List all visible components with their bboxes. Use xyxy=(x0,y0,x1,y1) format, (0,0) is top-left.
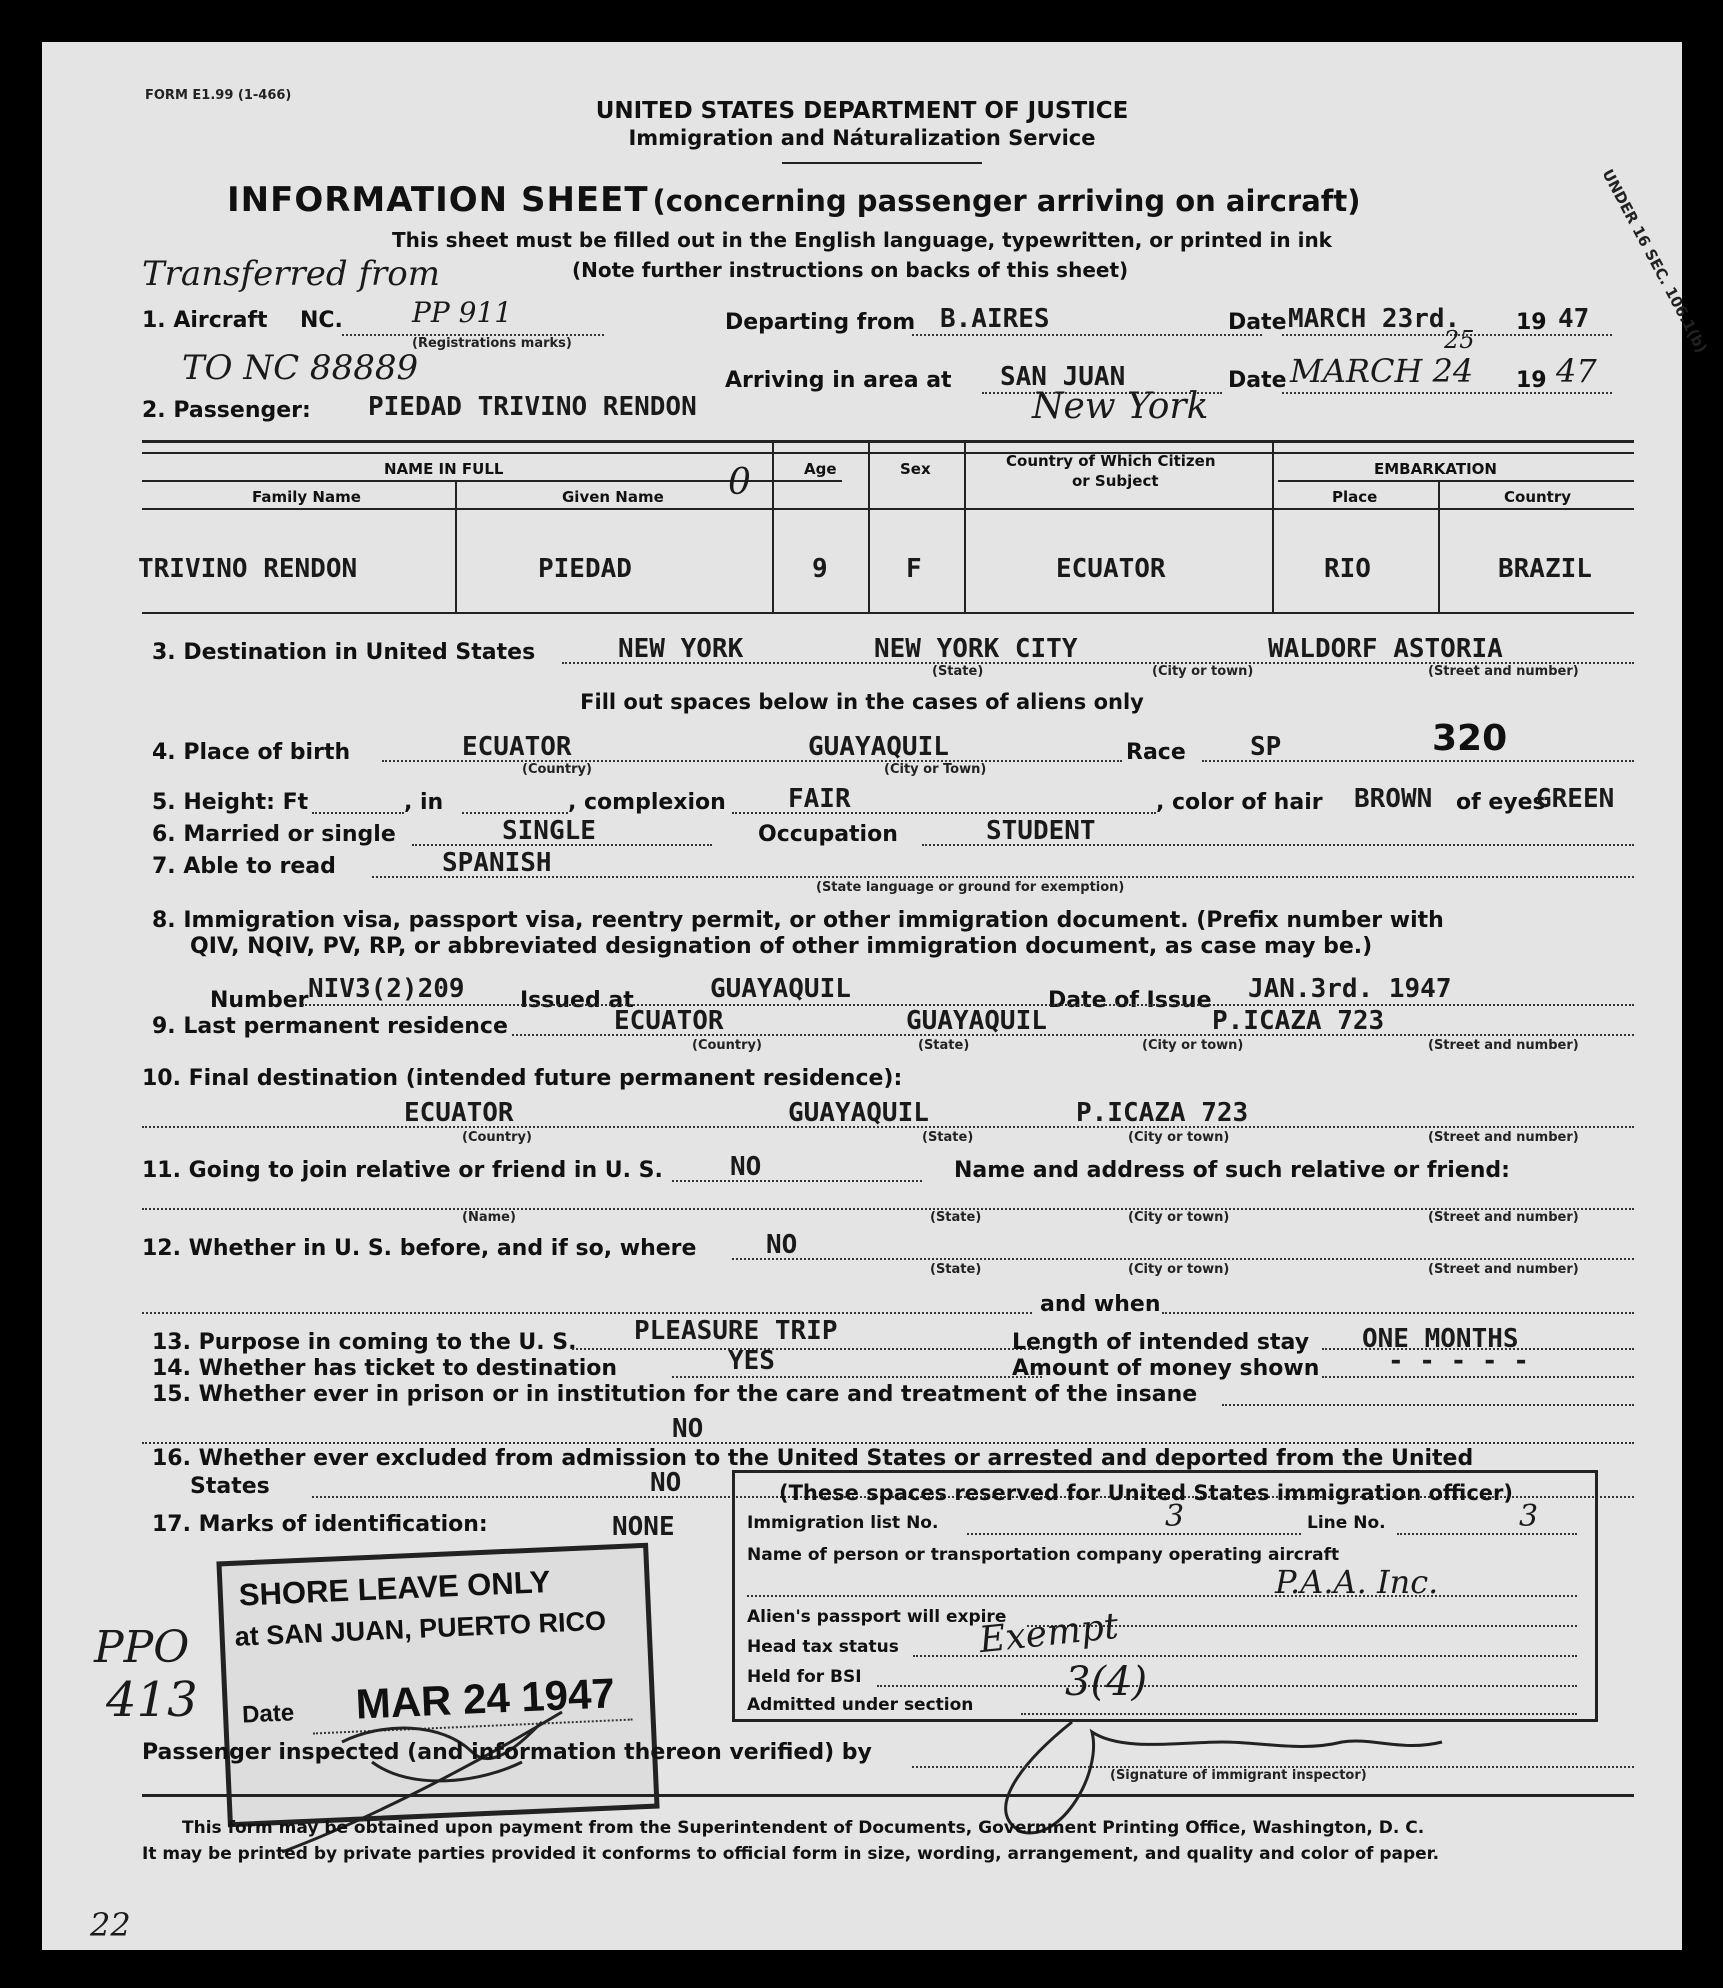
destination-state-caption: (State) xyxy=(932,664,984,679)
depart-year-value: 47 xyxy=(1558,304,1590,334)
row-family-name: TRIVINO RENDON xyxy=(138,554,358,584)
row-citizen: ECUATOR xyxy=(1056,554,1166,584)
before-value: NO xyxy=(766,1230,798,1260)
immigration-list-value: 3 xyxy=(1165,1499,1185,1534)
aircraft-prefix: NC. xyxy=(300,308,343,333)
department-title: UNITED STATES DEPARTMENT OF JUSTICE xyxy=(595,98,1129,124)
destination-city: NEW YORK CITY xyxy=(874,634,1078,664)
married-value: SINGLE xyxy=(502,816,596,846)
admitted-section-value: 3(4) xyxy=(1065,1659,1148,1705)
row-sex: F xyxy=(906,554,922,584)
destination-street: WALDORF ASTORIA xyxy=(1268,634,1503,664)
corner-stamp: UNDER 16 SEC. 106.1(b) xyxy=(1598,166,1711,356)
hair-value: BROWN xyxy=(1354,784,1433,814)
line-no-value: 3 xyxy=(1519,1499,1539,1534)
eyes-label: of eyes xyxy=(1456,790,1546,815)
arrive-year-handwriting: 47 xyxy=(1556,352,1597,390)
excluded-label-1: 16. Whether ever excluded from admission to the United States or arrested and deported from the United xyxy=(152,1446,1474,1471)
ticket-label: 14. Whether has ticket to destination xyxy=(152,1356,618,1381)
visa-issued-label: Issued at xyxy=(520,988,634,1013)
visa-label-2: QIV, NQIV, PV, RP, or abbreviated designation of other immigration document, as case may be.) xyxy=(190,934,1373,959)
arriving-label: Arriving in area at xyxy=(725,368,952,393)
join-name-caption: (Name) xyxy=(462,1210,516,1225)
row-country: BRAZIL xyxy=(1498,554,1592,584)
residence-city-caption: (City or town) xyxy=(1142,1038,1244,1053)
residence-state-caption: (State) xyxy=(918,1038,970,1053)
birth-country-caption: (Country) xyxy=(522,762,592,777)
title-main: INFORMATION SHEET xyxy=(227,180,649,220)
passenger-label: 2. Passenger: xyxy=(142,398,311,423)
final-state-caption: (State) xyxy=(922,1130,974,1145)
purpose-value: PLEASURE TRIP xyxy=(634,1316,838,1346)
visa-number-label: Number xyxy=(210,988,309,1013)
final-country: ECUATOR xyxy=(404,1098,514,1128)
ticket-value: YES xyxy=(728,1346,775,1376)
arrive-date-label: Date xyxy=(1228,368,1287,393)
officer-box-header: (These spaces reserved for United States immigration officer) xyxy=(779,1481,1513,1505)
residence-country-caption: (Country) xyxy=(692,1038,762,1053)
line-no-label: Line No. xyxy=(1307,1513,1386,1533)
given-name-header: Given Name xyxy=(562,488,664,506)
final-destination-label: 10. Final destination (intended future permanent residence): xyxy=(142,1066,903,1091)
marks-label: 17. Marks of identification: xyxy=(152,1512,488,1537)
prison-value: NO xyxy=(672,1414,704,1444)
row-place: RIO xyxy=(1324,554,1371,584)
number-stamp: 320 xyxy=(1432,718,1508,759)
complexion-label: , complexion xyxy=(568,790,726,815)
visa-label-1: 8. Immigration visa, passport visa, reentry permit, or other immigration document. (Prefix number with xyxy=(152,908,1444,933)
before-street-caption: (Street and number) xyxy=(1428,1262,1579,1277)
sheet-title xyxy=(227,180,1361,220)
stamp-line-2: at SAN JUAN, PUERTO RICO xyxy=(234,1605,607,1652)
race-value: SP xyxy=(1250,732,1282,762)
arrive-date-correction: 25 xyxy=(1444,326,1475,354)
prison-label: 15. Whether ever in prison or in institution for the care and treatment of the insane xyxy=(152,1382,1198,1407)
table-top-rule xyxy=(142,440,1634,443)
immigration-list-label: Immigration list No. xyxy=(747,1513,939,1533)
join-label: 11. Going to join relative or friend in U. S. xyxy=(142,1158,663,1183)
join-city-caption: (City or town) xyxy=(1128,1210,1230,1225)
height-in-label: , in xyxy=(404,790,444,815)
destination-label: 3. Destination in United States xyxy=(152,640,536,665)
complexion-value: FAIR xyxy=(788,784,851,814)
birth-label: 4. Place of birth xyxy=(152,740,351,765)
excluded-label-2: States xyxy=(190,1474,270,1499)
visa-issued-value: GUAYAQUIL xyxy=(710,974,851,1004)
residence-street-caption: (Street and number) xyxy=(1428,1038,1579,1053)
footer-rule xyxy=(142,1794,1634,1797)
birth-city: GUAYAQUIL xyxy=(808,732,949,762)
registration-caption: (Registrations marks) xyxy=(412,336,572,351)
head-tax-value: Exempt xyxy=(977,1605,1121,1662)
before-label: 12. Whether in U. S. before, and if so, where xyxy=(142,1236,697,1261)
margin-ppo: PPO xyxy=(94,1622,190,1673)
destination-state: NEW YORK xyxy=(618,634,744,664)
read-label: 7. Able to read xyxy=(152,854,336,879)
instruction-line-2: (Note further instructions on backs of this sheet) xyxy=(572,258,1129,282)
arriving-value: SAN JUAN xyxy=(1000,362,1126,392)
and-when-label: and when xyxy=(1040,1292,1161,1317)
name-in-full-header: NAME IN FULL xyxy=(384,460,504,478)
before-city-caption: (City or town) xyxy=(1128,1262,1230,1277)
head-tax-label: Head tax status xyxy=(747,1637,899,1657)
final-state: GUAYAQUIL xyxy=(788,1098,929,1128)
read-value: SPANISH xyxy=(442,848,552,878)
sex-header: Sex xyxy=(900,460,931,478)
embarkation-header: EMBARKATION xyxy=(1374,460,1497,478)
passenger-value: PIEDAD TRIVINO RENDON xyxy=(368,392,697,422)
departing-label: Departing from xyxy=(725,310,916,335)
signature-caption: (Signature of immigrant inspector) xyxy=(1110,1768,1367,1783)
country-citizen-header-1: Country of Which Citizen xyxy=(1006,452,1216,470)
hair-label: , color of hair xyxy=(1156,790,1323,815)
transferred-handwriting: Transferred from xyxy=(142,254,440,294)
final-city-caption: (City or town) xyxy=(1128,1130,1230,1145)
height-label: 5. Height: Ft xyxy=(152,790,309,815)
inspected-label: Passenger inspected (and information thereon verified) by xyxy=(142,1740,872,1765)
destination-city-caption: (City or town) xyxy=(1152,664,1254,679)
visa-date-value: JAN.3rd. 1947 xyxy=(1248,974,1452,1004)
form-number: FORM E1.99 (1-466) xyxy=(145,88,292,103)
race-label: Race xyxy=(1126,740,1186,765)
birth-city-caption: (City or Town) xyxy=(884,762,987,777)
row-given-name: PIEDAD xyxy=(538,554,632,584)
residence-state: GUAYAQUIL xyxy=(906,1006,1047,1036)
join-value: NO xyxy=(730,1152,762,1182)
stay-value: ONE MONTHS xyxy=(1362,1324,1519,1354)
final-street-caption: (Street and number) xyxy=(1428,1130,1579,1145)
money-label: Amount of money shown xyxy=(1012,1356,1320,1381)
given-name-mark: 0 xyxy=(728,462,751,503)
footer-line-1: This form may be obtained upon payment from the Superintendent of Documents, Government Printing Office, Washington, D. C. xyxy=(182,1818,1425,1838)
family-name-header: Family Name xyxy=(252,488,361,506)
married-label: 6. Married or single xyxy=(152,822,396,847)
join-name-label: Name and address of such relative or friend: xyxy=(954,1158,1510,1183)
held-bsi-label: Held for BSI xyxy=(747,1667,862,1687)
arrive-date-handwriting: MARCH 24 xyxy=(1290,352,1474,390)
information-sheet-form xyxy=(42,42,1711,1950)
footer-line-2: It may be printed by private parties provided it conforms to official form in size, wording, arrangement, and quality and color of paper. xyxy=(142,1844,1440,1864)
birth-country: ECUATOR xyxy=(462,732,572,762)
join-street-caption: (Street and number) xyxy=(1428,1210,1579,1225)
aircraft-number-handwriting: PP 911 xyxy=(412,296,513,329)
marks-value: NONE xyxy=(612,1512,675,1542)
arrive-year-prefix: 19 xyxy=(1516,368,1547,393)
to-aircraft-handwriting: TO NC 88889 xyxy=(182,348,419,388)
occupation-label: Occupation xyxy=(758,822,898,847)
admitted-section-label: Admitted under section xyxy=(747,1695,974,1715)
aliens-only-heading: Fill out spaces below in the cases of aliens only xyxy=(580,690,1144,714)
company-label: Name of person or transportation company operating aircraft xyxy=(747,1545,1340,1565)
passport-expire-label: Alien's passport will expire xyxy=(747,1607,1007,1627)
visa-date-label: Date of Issue xyxy=(1048,988,1212,1013)
departing-value: B.AIRES xyxy=(940,304,1050,334)
purpose-label: 13. Purpose in coming to the U. S. xyxy=(152,1330,577,1355)
residence-country: ECUATOR xyxy=(614,1006,724,1036)
occupation-value: STUDENT xyxy=(986,816,1096,846)
title-paren: (concerning passenger arriving on aircraft) xyxy=(652,184,1361,218)
stamp-line-1: SHORE LEAVE ONLY xyxy=(238,1564,552,1613)
excluded-value: NO xyxy=(650,1468,682,1498)
final-city: P.ICAZA 723 xyxy=(1076,1098,1249,1128)
money-value: - - - - - xyxy=(1388,1346,1529,1376)
residence-label: 9. Last permanent residence xyxy=(152,1014,508,1039)
aircraft-label: 1. Aircraft xyxy=(142,308,268,333)
country-citizen-header-2: or Subject xyxy=(1072,472,1159,490)
margin-number: 413 xyxy=(106,1672,198,1728)
destination-street-caption: (Street and number) xyxy=(1428,664,1579,679)
instruction-line-1: This sheet must be filled out in the English language, typewritten, or printed in ink xyxy=(392,228,1332,252)
place-header: Place xyxy=(1332,488,1378,506)
residence-city: P.ICAZA 723 xyxy=(1212,1006,1385,1036)
age-header: Age xyxy=(804,460,837,478)
depart-date-label: Date xyxy=(1228,310,1287,335)
header-rule xyxy=(782,162,982,164)
depart-date-value: MARCH 23rd. xyxy=(1288,304,1461,334)
final-country-caption: (Country) xyxy=(462,1130,532,1145)
company-value: P.A.A. Inc. xyxy=(1275,1563,1439,1601)
stamp-date-value: MAR 24 1947 xyxy=(354,1669,616,1728)
new-york-handwriting: New York xyxy=(1032,386,1209,427)
read-caption: (State language or ground for exemption) xyxy=(816,880,1125,895)
service-title: Immigration and Náturalization Service xyxy=(628,126,1096,150)
eyes-value: GREEN xyxy=(1536,784,1615,814)
stamp-date-label: Date xyxy=(241,1699,295,1729)
stay-label: Length of intended stay xyxy=(1012,1330,1310,1355)
before-state-caption: (State) xyxy=(930,1262,982,1277)
row-age: 9 xyxy=(812,554,828,584)
country-header: Country xyxy=(1504,488,1572,506)
depart-year-prefix: 19 xyxy=(1516,310,1547,335)
visa-number-value: NIV3(2)209 xyxy=(308,974,465,1004)
margin-bottom-number: 22 xyxy=(90,1906,131,1944)
join-state-caption: (State) xyxy=(930,1210,982,1225)
